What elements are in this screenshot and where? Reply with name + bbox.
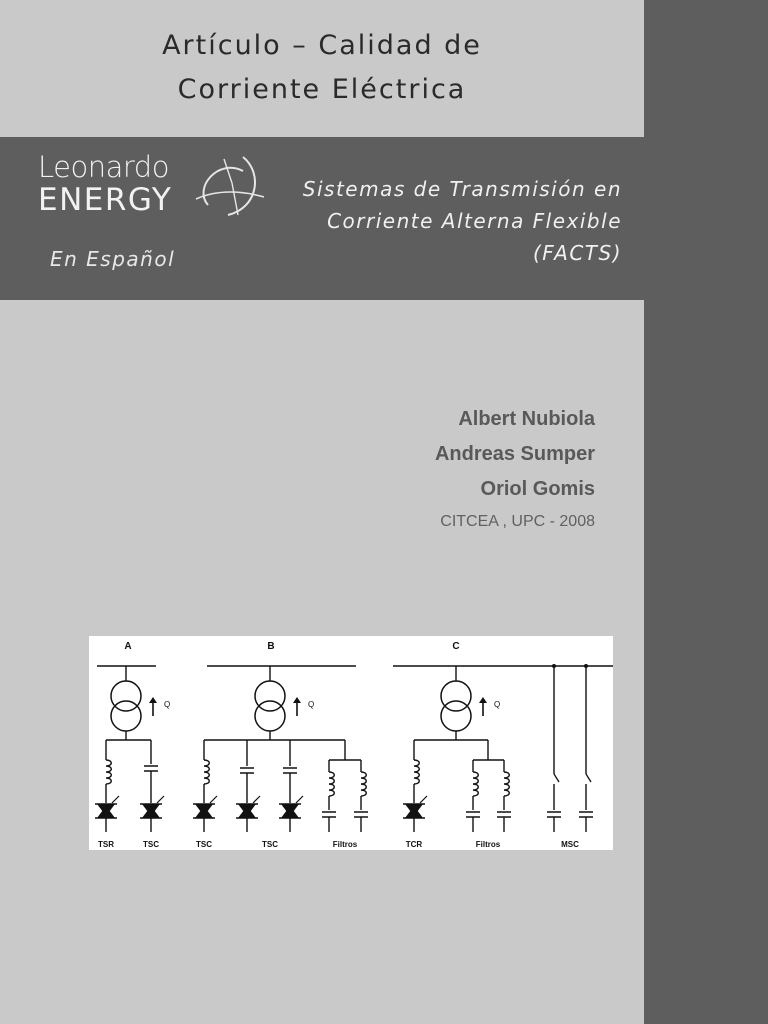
- author-name: Albert Nubiola: [458, 408, 595, 430]
- subtitle-line-2: Corriente Alterna Flexible: [327, 209, 622, 233]
- section-b-circuit: [193, 666, 368, 832]
- section-a-circuit: [95, 666, 170, 832]
- component-label: TSC: [143, 840, 159, 849]
- component-label: TSR: [98, 840, 114, 849]
- title-line-1: Artículo – Calidad de: [162, 30, 482, 61]
- q-label: Q: [494, 700, 501, 709]
- leonardo-energy-logo: [38, 151, 172, 217]
- author-name: Andreas Sumper: [434, 443, 595, 465]
- tagline-en-espanol: En Español: [50, 247, 176, 271]
- author-name: Oriol Gomis: [480, 478, 595, 500]
- right-side-bar: [644, 0, 768, 1024]
- component-label: TSC: [196, 840, 212, 849]
- component-label: TSC: [262, 840, 278, 849]
- title-line-2: Corriente Eléctrica: [177, 74, 467, 105]
- circuit-diagram: [89, 636, 613, 850]
- component-label: Filtros: [475, 840, 501, 849]
- page-title: [0, 0, 644, 137]
- logo-leonardo-text: Leonardo: [38, 150, 169, 184]
- authors-block: [435, 402, 595, 537]
- facts-circuit-figure: [89, 636, 613, 850]
- subtitle-line-3: (FACTS): [533, 241, 622, 265]
- document-subtitle: [202, 173, 622, 269]
- section-label-c: C: [452, 641, 460, 652]
- q-label: Q: [308, 700, 315, 709]
- author-affiliation: CITCEA , UPC - 2008: [440, 513, 595, 530]
- logo-energy-text: ENERGY: [38, 182, 173, 218]
- subtitle-line-1: Sistemas de Transmisión en: [302, 177, 622, 201]
- component-label: TCR: [405, 840, 423, 849]
- component-label: MSC: [561, 840, 579, 849]
- section-label-b: B: [267, 641, 275, 652]
- banner: [0, 137, 644, 300]
- section-label-a: A: [124, 641, 132, 652]
- q-label: Q: [164, 700, 171, 709]
- section-c-circuit: [403, 664, 593, 832]
- component-label: Filtros: [332, 840, 358, 849]
